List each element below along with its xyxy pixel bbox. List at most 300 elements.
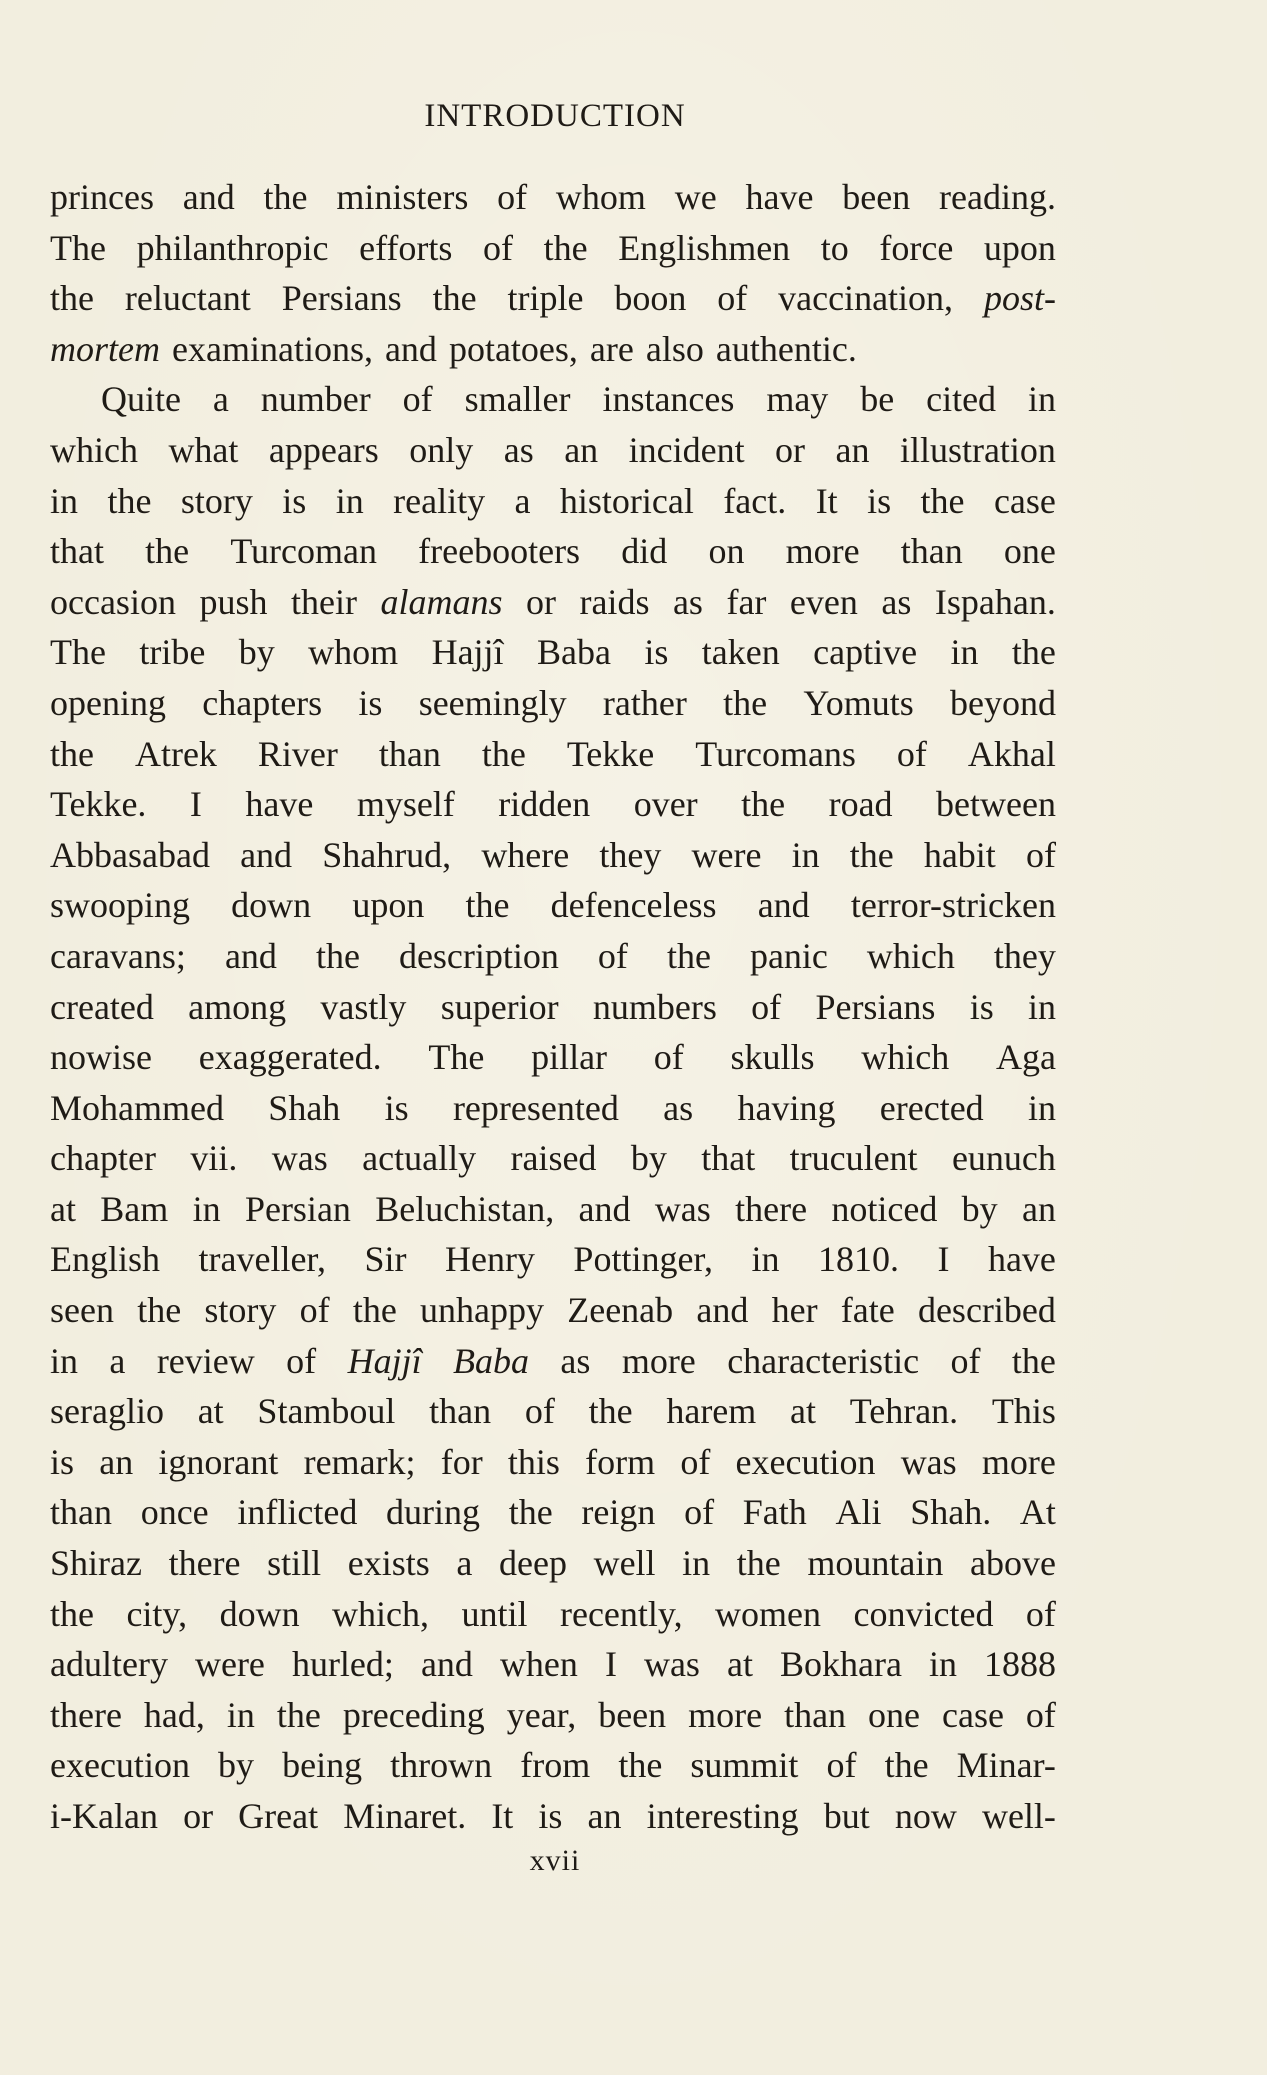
word: an bbox=[1021, 1188, 1056, 1229]
text-line bbox=[50, 779, 1056, 830]
word: a bbox=[514, 480, 531, 521]
word: the bbox=[736, 1543, 781, 1584]
text-line bbox=[50, 1589, 1056, 1640]
word: I bbox=[937, 1239, 950, 1280]
word: illustration bbox=[899, 429, 1056, 470]
word: occasion bbox=[50, 581, 176, 622]
word: in bbox=[226, 1694, 255, 1735]
word: of bbox=[751, 986, 782, 1027]
word: at bbox=[50, 1188, 76, 1229]
word: an bbox=[587, 1796, 622, 1836]
word: eunuch bbox=[951, 1138, 1056, 1179]
word: of bbox=[896, 733, 927, 774]
text-line bbox=[50, 425, 1056, 476]
word: at bbox=[790, 1391, 817, 1432]
word: seraglio bbox=[50, 1391, 164, 1432]
italic-word: post- bbox=[983, 278, 1056, 319]
text-line bbox=[50, 1791, 1056, 1842]
word: by bbox=[630, 1138, 667, 1179]
word: the bbox=[263, 177, 308, 217]
word: raids bbox=[579, 581, 650, 622]
text-line bbox=[50, 627, 1056, 678]
word: ignorant bbox=[158, 1441, 279, 1482]
word: execution bbox=[50, 1745, 190, 1786]
word: caravans; bbox=[50, 935, 186, 976]
word: and bbox=[240, 834, 293, 875]
word: created bbox=[50, 986, 154, 1027]
word: during bbox=[386, 1492, 481, 1533]
word: cited bbox=[926, 379, 997, 420]
word: was bbox=[654, 1188, 711, 1229]
word: the bbox=[588, 1391, 633, 1432]
word: push bbox=[199, 581, 268, 622]
word: Tekke bbox=[566, 733, 655, 774]
word: authentic. bbox=[715, 328, 857, 369]
word: and bbox=[182, 177, 235, 217]
word: the bbox=[1011, 1340, 1056, 1381]
word: to bbox=[820, 227, 849, 268]
word: as bbox=[672, 581, 703, 622]
word: the bbox=[508, 1492, 553, 1533]
text-line bbox=[50, 1184, 1056, 1235]
text-line bbox=[50, 1083, 1056, 1134]
word: a bbox=[212, 379, 229, 420]
word: Englishmen bbox=[618, 227, 791, 268]
word: summit bbox=[690, 1745, 799, 1786]
word: at bbox=[726, 1644, 753, 1685]
word: and bbox=[757, 885, 810, 926]
word: This bbox=[991, 1391, 1056, 1432]
word: more bbox=[981, 1441, 1056, 1482]
word: Atrek bbox=[134, 733, 217, 774]
word: smaller bbox=[464, 379, 571, 420]
text-line bbox=[50, 830, 1056, 881]
word: have bbox=[987, 1239, 1056, 1280]
word: her bbox=[771, 1290, 818, 1331]
word: panic bbox=[749, 935, 828, 976]
word: rather bbox=[602, 682, 687, 723]
word: than bbox=[429, 1391, 492, 1432]
word: inflicted bbox=[237, 1492, 358, 1533]
word: have bbox=[245, 784, 314, 825]
word: truculent bbox=[789, 1138, 918, 1179]
word: even bbox=[789, 581, 858, 622]
word: is bbox=[384, 1087, 409, 1128]
word: beyond bbox=[950, 682, 1056, 723]
word: have bbox=[745, 177, 814, 217]
word: Aga bbox=[996, 1037, 1056, 1078]
word: in bbox=[1027, 379, 1056, 420]
word: Ali bbox=[835, 1492, 882, 1533]
text-line bbox=[50, 1032, 1056, 1083]
word: characteristic bbox=[727, 1340, 920, 1381]
word: Persian bbox=[244, 1188, 351, 1229]
word: upon bbox=[352, 885, 425, 926]
word: raised bbox=[510, 1138, 597, 1179]
word: ridden bbox=[498, 784, 591, 825]
word: of bbox=[950, 1340, 981, 1381]
word: triple bbox=[507, 278, 584, 319]
word: the bbox=[666, 935, 711, 976]
text-line bbox=[50, 1487, 1056, 1538]
word: case bbox=[941, 1694, 1004, 1735]
word: of bbox=[483, 227, 514, 268]
italic-word: mortem bbox=[50, 328, 160, 369]
word: story bbox=[180, 480, 253, 521]
word: efforts bbox=[359, 227, 453, 268]
word: swooping bbox=[50, 885, 191, 926]
word: recently, bbox=[559, 1593, 683, 1634]
text-line bbox=[50, 577, 1056, 628]
word: is bbox=[50, 1441, 75, 1482]
text-line bbox=[50, 1285, 1056, 1336]
word: well- bbox=[981, 1796, 1056, 1836]
word: of bbox=[299, 1290, 330, 1331]
word: River bbox=[257, 733, 338, 774]
word: habit bbox=[923, 834, 996, 875]
text-line bbox=[50, 729, 1056, 780]
word: of bbox=[497, 177, 528, 217]
word: adultery bbox=[50, 1644, 168, 1685]
text-line bbox=[50, 324, 1056, 375]
word: or bbox=[525, 581, 556, 622]
word: that bbox=[701, 1138, 756, 1179]
word: Turcoman bbox=[230, 531, 377, 572]
text-line bbox=[50, 1639, 1056, 1690]
word: Great bbox=[238, 1796, 319, 1836]
word: the bbox=[618, 1745, 663, 1786]
word: of bbox=[286, 1340, 317, 1381]
word: in bbox=[751, 1239, 780, 1280]
word: the bbox=[849, 834, 894, 875]
word: by bbox=[238, 632, 275, 673]
word: is bbox=[358, 682, 383, 723]
word: freebooters bbox=[418, 531, 581, 572]
word: and bbox=[224, 935, 277, 976]
word: of bbox=[524, 1391, 555, 1432]
word: the bbox=[276, 1694, 321, 1735]
word: exaggerated. bbox=[198, 1037, 382, 1078]
word: city, bbox=[126, 1593, 188, 1634]
text-line bbox=[50, 678, 1056, 729]
word: described bbox=[917, 1290, 1056, 1331]
word: in bbox=[50, 1340, 79, 1381]
word: Fath bbox=[742, 1492, 807, 1533]
word: in bbox=[791, 834, 820, 875]
word: Yomuts bbox=[803, 682, 914, 723]
page-number: xvii bbox=[529, 1844, 581, 1877]
word: until bbox=[461, 1593, 528, 1634]
word: remark; bbox=[303, 1441, 416, 1482]
word: Minaret. bbox=[343, 1796, 467, 1836]
word: Henry bbox=[444, 1239, 535, 1280]
word: Beluchistan, bbox=[375, 1188, 555, 1229]
word: vii. bbox=[190, 1138, 238, 1179]
text-line bbox=[50, 1740, 1056, 1791]
text-line bbox=[50, 1234, 1056, 1285]
word: which bbox=[866, 935, 955, 976]
word: once bbox=[140, 1492, 209, 1533]
word: what bbox=[168, 429, 239, 470]
word: preceding bbox=[342, 1694, 485, 1735]
word: Shiraz bbox=[50, 1543, 142, 1584]
word: the bbox=[920, 480, 965, 521]
word: interesting bbox=[646, 1796, 799, 1836]
word: they bbox=[993, 935, 1056, 976]
word: The bbox=[50, 227, 106, 268]
word: exists bbox=[347, 1543, 430, 1584]
word: but bbox=[823, 1796, 870, 1836]
word: It bbox=[815, 480, 838, 521]
word: represented bbox=[452, 1087, 619, 1128]
word: or bbox=[775, 429, 806, 470]
word: mountain bbox=[807, 1543, 944, 1584]
word: historical bbox=[559, 480, 694, 521]
word: between bbox=[936, 784, 1056, 825]
word: Baba bbox=[536, 632, 611, 673]
text-line bbox=[50, 880, 1056, 931]
word: that bbox=[50, 531, 104, 572]
word: Persians bbox=[281, 278, 402, 319]
word: At bbox=[1019, 1492, 1056, 1533]
word: chapter bbox=[50, 1138, 156, 1179]
word: in bbox=[1027, 986, 1056, 1027]
text-line bbox=[50, 223, 1056, 274]
word: English bbox=[50, 1239, 161, 1280]
word: in bbox=[192, 1188, 221, 1229]
word: been bbox=[842, 177, 911, 217]
word: which bbox=[861, 1037, 950, 1078]
word: form bbox=[585, 1441, 656, 1482]
word: execution bbox=[735, 1441, 876, 1482]
word: hurled; bbox=[291, 1644, 394, 1685]
word: the bbox=[50, 1593, 94, 1634]
word: one bbox=[868, 1694, 921, 1735]
word: pillar bbox=[531, 1037, 608, 1078]
word: Bam bbox=[100, 1188, 169, 1229]
word: fate bbox=[840, 1290, 895, 1331]
word: by bbox=[961, 1188, 998, 1229]
word: as bbox=[503, 429, 534, 470]
word: being bbox=[282, 1745, 363, 1786]
word: fact. bbox=[723, 480, 787, 521]
word: ministers bbox=[336, 177, 469, 217]
word: upon bbox=[983, 227, 1056, 268]
word: I bbox=[189, 784, 202, 825]
word: in bbox=[50, 480, 79, 521]
word: as bbox=[560, 1340, 591, 1381]
word: vastly bbox=[320, 986, 407, 1027]
word: Minar- bbox=[956, 1745, 1056, 1786]
word: boon bbox=[614, 278, 687, 319]
word: Zeenab bbox=[567, 1290, 674, 1331]
word: of bbox=[717, 278, 748, 319]
word: than bbox=[784, 1694, 847, 1735]
word: still bbox=[267, 1543, 322, 1584]
word: reluctant bbox=[124, 278, 251, 319]
word: an bbox=[564, 429, 599, 470]
text-line bbox=[50, 1437, 1056, 1488]
word: be bbox=[860, 379, 895, 420]
word: the bbox=[884, 1745, 929, 1786]
word: reign bbox=[581, 1492, 656, 1533]
word: Shahrud, bbox=[322, 834, 452, 875]
word: one bbox=[1003, 531, 1056, 572]
text-line bbox=[50, 273, 1056, 324]
word: appears bbox=[268, 429, 379, 470]
word: description bbox=[398, 935, 559, 976]
italic-word: alamans bbox=[380, 581, 503, 622]
word: did bbox=[621, 531, 668, 572]
word: than bbox=[900, 531, 963, 572]
word: was bbox=[900, 1441, 957, 1482]
word: actually bbox=[362, 1138, 477, 1179]
text-line bbox=[50, 526, 1056, 577]
word: the bbox=[723, 682, 768, 723]
word: Shah bbox=[268, 1087, 341, 1128]
word: Hajjî bbox=[431, 632, 504, 673]
word: deep bbox=[499, 1543, 567, 1584]
word: Quite bbox=[101, 379, 181, 420]
word: an bbox=[835, 429, 870, 470]
word: defenceless bbox=[550, 885, 717, 926]
word: convicted bbox=[853, 1593, 994, 1634]
word: from bbox=[520, 1745, 591, 1786]
word: of bbox=[1025, 834, 1056, 875]
word: in bbox=[335, 480, 364, 521]
word: in bbox=[682, 1543, 711, 1584]
word: review bbox=[156, 1340, 255, 1381]
word: over bbox=[633, 784, 698, 825]
word: more bbox=[688, 1694, 763, 1735]
word: vaccination, bbox=[778, 278, 954, 319]
word: of bbox=[684, 1492, 715, 1533]
word: is bbox=[538, 1796, 563, 1836]
word: of bbox=[1025, 1593, 1056, 1634]
italic-word: Hajjî bbox=[347, 1340, 422, 1381]
word: number bbox=[260, 379, 371, 420]
text-line bbox=[50, 1538, 1056, 1589]
word: story bbox=[204, 1290, 277, 1331]
word: far bbox=[726, 581, 767, 622]
word: by bbox=[218, 1745, 255, 1786]
word: the bbox=[145, 531, 190, 572]
word: Mohammed bbox=[50, 1087, 224, 1128]
word: Stamboul bbox=[257, 1391, 396, 1432]
word: reading. bbox=[939, 177, 1056, 217]
word: than bbox=[378, 733, 441, 774]
word: on bbox=[708, 531, 745, 572]
word: than bbox=[50, 1492, 112, 1533]
word: Persians bbox=[815, 986, 936, 1027]
word: whom bbox=[308, 632, 399, 673]
text-line bbox=[50, 476, 1056, 527]
word: reality bbox=[393, 480, 486, 521]
word: force bbox=[879, 227, 954, 268]
word: having bbox=[737, 1087, 836, 1128]
word: which bbox=[50, 429, 138, 470]
word: there bbox=[50, 1694, 122, 1735]
word: is bbox=[644, 632, 669, 673]
word: nowise bbox=[50, 1037, 152, 1078]
word: philanthropic bbox=[136, 227, 329, 268]
word: is bbox=[282, 480, 307, 521]
word: captive bbox=[813, 632, 918, 673]
word: unhappy bbox=[420, 1290, 545, 1331]
word: where bbox=[481, 834, 570, 875]
word: were bbox=[691, 834, 762, 875]
word: i-Kalan bbox=[50, 1796, 158, 1836]
word: Turcomans bbox=[695, 733, 856, 774]
word: the bbox=[352, 1290, 397, 1331]
word: they bbox=[599, 834, 662, 875]
word: or bbox=[183, 1796, 214, 1836]
word: opening bbox=[50, 682, 166, 723]
word: chapters bbox=[202, 682, 323, 723]
word: the bbox=[137, 1290, 182, 1331]
word: which, bbox=[332, 1593, 430, 1634]
word: of bbox=[826, 1745, 857, 1786]
word: were bbox=[194, 1644, 265, 1685]
word: 1888 bbox=[983, 1644, 1056, 1685]
text-line bbox=[50, 172, 1056, 223]
word: Akhal bbox=[967, 733, 1056, 774]
word: at bbox=[197, 1391, 224, 1432]
word: their bbox=[290, 581, 357, 622]
word: and bbox=[420, 1644, 473, 1685]
word: of bbox=[1025, 1694, 1056, 1735]
running-head: INTRODUCTION bbox=[424, 98, 686, 134]
word: in bbox=[928, 1644, 957, 1685]
word: year, bbox=[506, 1694, 577, 1735]
text-line bbox=[50, 982, 1056, 1033]
word: the bbox=[50, 733, 94, 774]
word: are bbox=[589, 328, 634, 369]
word: seemingly bbox=[418, 682, 567, 723]
word: and bbox=[578, 1188, 631, 1229]
word: Tehran. bbox=[849, 1391, 959, 1432]
word: noticed bbox=[831, 1188, 938, 1229]
word: down bbox=[219, 1593, 300, 1634]
word: princes bbox=[50, 177, 154, 217]
word: the bbox=[1011, 632, 1056, 673]
word: in bbox=[950, 632, 979, 673]
word: only bbox=[409, 429, 474, 470]
word: down bbox=[231, 885, 312, 926]
word: more bbox=[785, 531, 860, 572]
word: for bbox=[440, 1441, 483, 1482]
word: there bbox=[735, 1188, 808, 1229]
word: an bbox=[99, 1441, 134, 1482]
word: a bbox=[109, 1340, 126, 1381]
word: the bbox=[741, 784, 786, 825]
word: harem bbox=[666, 1391, 757, 1432]
word: well bbox=[593, 1543, 656, 1584]
word: myself bbox=[356, 784, 455, 825]
word: terror-stricken bbox=[850, 885, 1056, 926]
word: the bbox=[315, 935, 360, 976]
word: taken bbox=[701, 632, 780, 673]
word: is bbox=[867, 480, 892, 521]
word: there bbox=[168, 1543, 241, 1584]
word: Bokhara bbox=[779, 1644, 902, 1685]
word: traveller, bbox=[198, 1239, 326, 1280]
body-text bbox=[50, 172, 1056, 1842]
word: thrown bbox=[390, 1745, 493, 1786]
word: erected bbox=[879, 1087, 984, 1128]
text-line bbox=[50, 1336, 1056, 1387]
text-line bbox=[50, 1133, 1056, 1184]
